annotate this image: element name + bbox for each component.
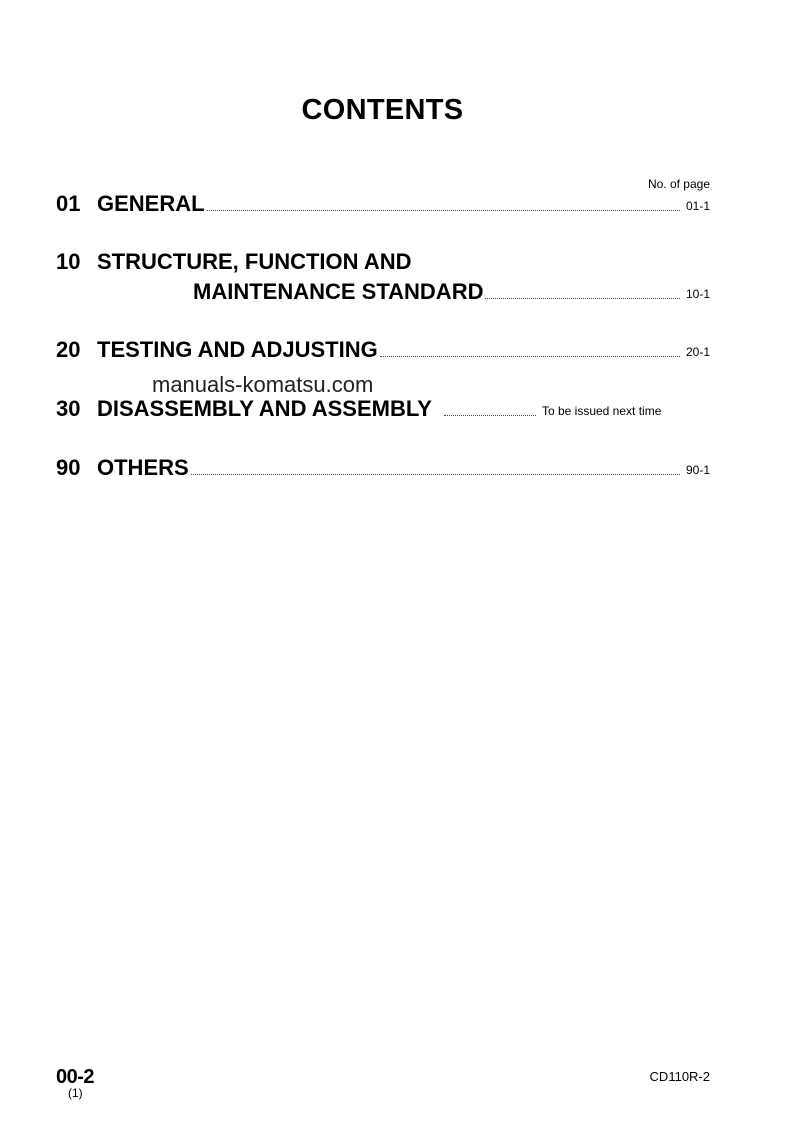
entry-page: 01-1 — [685, 199, 710, 213]
entry-number: 01 — [56, 191, 81, 216]
dot-leader — [444, 414, 536, 416]
entry-title-line2: MAINTENANCE STANDARD — [193, 279, 484, 304]
footer-revision: (1) — [68, 1086, 83, 1100]
page-title: CONTENTS — [301, 94, 464, 126]
entry-page: 90-1 — [685, 463, 710, 477]
entry-title: STRUCTURE, FUNCTION AND — [97, 249, 412, 274]
entry-number: 20 — [56, 337, 81, 362]
dot-leader — [485, 297, 680, 299]
entry-number: 10 — [56, 249, 81, 274]
dot-leader — [191, 473, 680, 475]
footer-page-number: 00-2 — [56, 1066, 95, 1088]
entry-page: 10-1 — [685, 287, 710, 301]
watermark: manuals-komatsu.com — [152, 372, 374, 397]
dot-leader — [380, 355, 680, 357]
toc-entry-disassembly[interactable] — [56, 396, 710, 422]
entry-page: To be issued next time — [541, 404, 662, 418]
entry-number: 90 — [56, 455, 81, 480]
toc-entry-others[interactable] — [56, 455, 710, 481]
dot-leader — [207, 209, 680, 211]
column-header-page: No. of page — [647, 177, 710, 191]
entry-title: OTHERS — [97, 455, 189, 480]
entry-title: GENERAL — [97, 191, 205, 216]
entry-page: 20-1 — [685, 345, 710, 359]
entry-title: TESTING AND ADJUSTING — [97, 337, 378, 362]
toc-entry-testing[interactable] — [56, 337, 710, 363]
toc-entry-structure[interactable] — [56, 249, 710, 275]
footer-model: CD110R-2 — [649, 1069, 710, 1084]
entry-title: DISASSEMBLY AND ASSEMBLY — [97, 396, 432, 421]
toc-entry-structure-line2[interactable] — [193, 279, 710, 305]
toc-entry-general[interactable] — [56, 191, 710, 217]
entry-number: 30 — [56, 396, 81, 421]
